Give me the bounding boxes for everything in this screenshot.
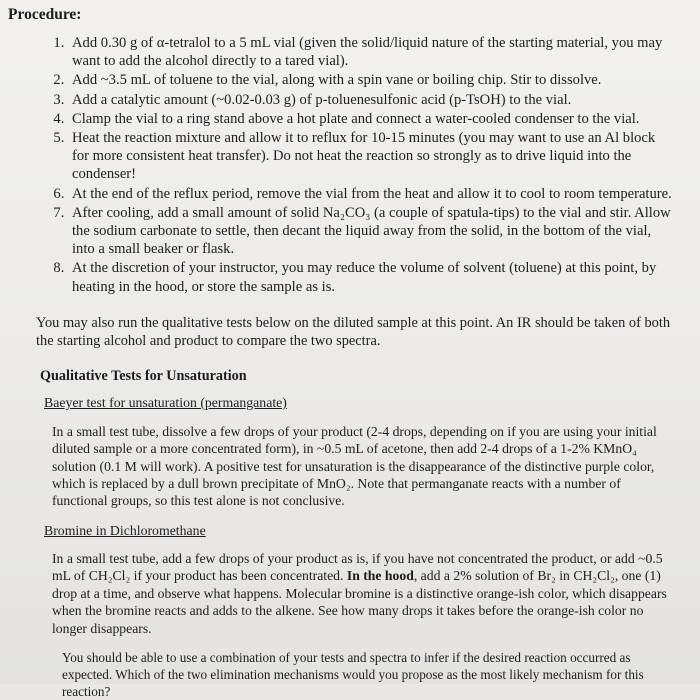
step-4: 4. Clamp the vial to a ring stand above a hot plate and connect a water-cooled condenser to the vial. — [68, 110, 674, 128]
in-the-hood-emphasis: In the hood — [346, 568, 414, 584]
step-3: 3. Add a catalytic amount (~0.02-0.03 g) of p-toluenesulfonic acid (p-TsOH) to the vial. — [68, 91, 674, 109]
baeyer-test-text: In a small test tube, dissolve a few drops of your product (2-4 drops, depending on if you are using your initial diluted sample or a more concentrated form), in ~0.5 mL of acetone, then add 2-4 drops of a 1-2% KMnO₄ solution (0.1 M will work). A positive test for unsaturation is the disappearance of the distinctive purple color, which is replaced by a dull brown precipitate of MnO₂. Note that permanganate reacts with a number of functional groups, so this test alone is not conclusive. — [52, 423, 657, 509]
procedure-steps — [8, 34, 674, 296]
bromine-text-part-b: , add a 2% solution of Br₂ in CH₂Cl₂, one (1) drop at a time, and observe what happens. Molecular bromine is a distinctive orange-ish color, which disappears when the bromine reacts and adds to the alkene. See how many drops it takes before the orange-ish color no longer disappears. — [52, 568, 667, 636]
qualitative-tests-title: Qualitative Tests for Unsaturation — [40, 367, 247, 384]
step-1: 1. Add 0.30 g of α-tetralol to a 5 mL vial (given the solid/liquid nature of the starting material, you may want to add the alcohol directly to a tared vial). — [68, 34, 674, 70]
step-2: 2. Add ~3.5 mL of toluene to the vial, along with a spin vane or boiling chip. Stir to dissolve. — [68, 71, 674, 89]
step-6: 6. At the end of the reflux period, remove the vial from the heat and allow it to cool to room temperature. — [68, 185, 674, 203]
bromine-text-part-a: In a small test tube, add a few drops of your product as is, if you have not concentrated the product, or add ~0.5 mL of CH₂Cl₂ if your product has been concentrated. — [52, 550, 663, 584]
conclusion-question-text: You should be able to use a combination of your tests and spectra to infer if the desired reaction occurred as expected. Which of the two elimination mechanisms would you propose as the most likely mechanism for this reaction? — [62, 649, 644, 699]
step-5: 5. Heat the reaction mixture and allow it to reflux for 10-15 minutes (you may want to use an Al block for more consistent heat transfer). Do not heat the reaction so strongly as to drive liquid into the condenser! — [68, 129, 674, 184]
bromine-test-text — [8, 550, 674, 637]
step-8: 8. At the discretion of your instructor, you may reduce the volume of solvent (toluene) at this point, by heating in the hood, or store the sample as is. — [68, 259, 674, 295]
step-7: 7. After cooling, add a small amount of solid Na₂CO₃ (a couple of spatula-tips) to the vial and stir. Allow the sodium carbonate to settle, then decant the liquid away from the solid, in the bottom of the vial, into a small beaker or flask. — [68, 204, 674, 259]
baeyer-test-title: Baeyer test for unsaturation (permanganate) — [44, 394, 287, 410]
procedure-heading: Procedure: — [8, 6, 82, 23]
bromine-test-title: Bromine in Dichloromethane — [44, 522, 206, 538]
ir-note-paragraph: You may also run the qualitative tests below on the diluted sample at this point. An IR should be taken of both the starting alcohol and product to compare the two spectra. — [36, 314, 671, 349]
